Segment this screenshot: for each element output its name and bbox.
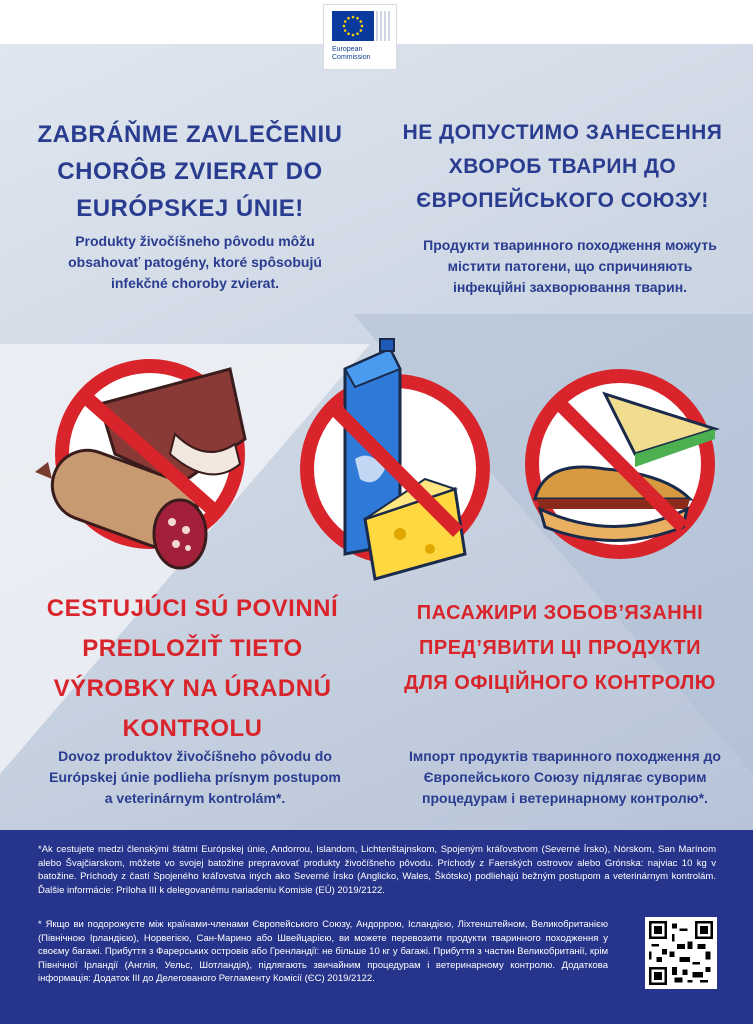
logo-line1: European xyxy=(332,46,363,53)
uk-headline: НЕ ДОПУСТИМО ЗАНЕСЕННЯ ХВОРОБ ТВАРИН ДО ЄВРОПЕЙСЬКОГО СОЮЗУ! xyxy=(402,121,723,212)
poster-area xyxy=(0,44,753,830)
sk-intro-text: Produkty živočíšneho pôvodu môžu obsahovať patogény, ktoré spôsobujú infekčné choroby zvierat. xyxy=(68,233,322,291)
logo-text xyxy=(332,46,371,62)
sk-control-text: Dovoz produktov živočíšneho pôvodu do Európskej únie podlieha prísnym postupom a veterinárnym kontrolám*. xyxy=(49,748,341,806)
european-commission-logo xyxy=(323,4,397,70)
logo-line2: Commission xyxy=(332,54,371,61)
uk-control-text: Імпорт продуктів тваринного походження до Європейського Союзу підлягає суворим процедурам і ветеринарному контролю*. xyxy=(409,748,721,806)
sk-control-headline: CESTUJÚCI SÚ POVINNÍ PREDLOŽIŤ TIETO VÝROBKY NA ÚRADNÚ KONTROLU xyxy=(46,595,339,742)
eu-flag-icon xyxy=(332,11,374,41)
no-meat-icon xyxy=(30,344,270,574)
building-graphic xyxy=(376,11,392,41)
uk-intro-text: Продукти тваринного походження можуть містити патогени, що спричиняють інфекційні захворювання тварин. xyxy=(423,237,717,295)
sk-footnote: *Ak cestujete medzi členskými štátmi Európskej únie, Andorrou, Islandom, Lichtenštajnskom, Spojeným kráľovstvom (Severné Írsko), Nórskom, San Marínom alebo Švajčiarskom, môžete vo svojej batožine prepravovať produkty živočíšneho pôvodu. Príchody z Faerských ostrovov alebo Grónska: najviac 10 kg v batožine. Príchody z častí Spojeného kráľovstva iných ako Severné Írsko (Anglicko, Wales, Škótsko) podliehajú bežným postupom a veterinárnym kontrolám. Ďalšie informácie: Príloha III k delegovanému nariadeniu Komisie (EÚ) 2019/2122. xyxy=(38,844,716,896)
no-sandwich-icon xyxy=(515,349,730,569)
qr-code[interactable] xyxy=(645,917,717,989)
uk-footnote: * Якщо ви подорожуєте між країнами-членами Європейського Союзу, Андоррою, Ісландією, Ліхтенштейном, Великобританією (Північною Ірландією), Норвегією, Сан-Марино або Швейцарією, ви можете перевозити продукти тваринного походження у своєму багажі. Прибуття з Фарерських островів або Гренландії: не більше 10 кг у багажі. Прибуття з частин Великобританії, крім Північної Ірландії (Англія, Уельс, Шотландія), підлягають звичайним процедурам і ветеринарному контролю. Додаткова інформація: Додаток III до Делегованого Регламенту Комісії (ЄС) 2019/2122. xyxy=(38,919,608,984)
no-dairy-icon xyxy=(290,329,500,589)
uk-control-headline: ПАСАЖИРИ ЗОБОВ’ЯЗАННІ ПРЕД’ЯВИТИ ЦІ ПРОДУКТИ ДЛЯ ОФІЦІЙНОГО КОНТРОЛЮ xyxy=(404,602,716,694)
footnote-panel xyxy=(0,830,753,1024)
sk-headline: ZABRÁŇME ZAVLEČENIU CHORÔB ZVIERAT DO EURÓPSKEJ ÚNIE! xyxy=(37,121,343,222)
